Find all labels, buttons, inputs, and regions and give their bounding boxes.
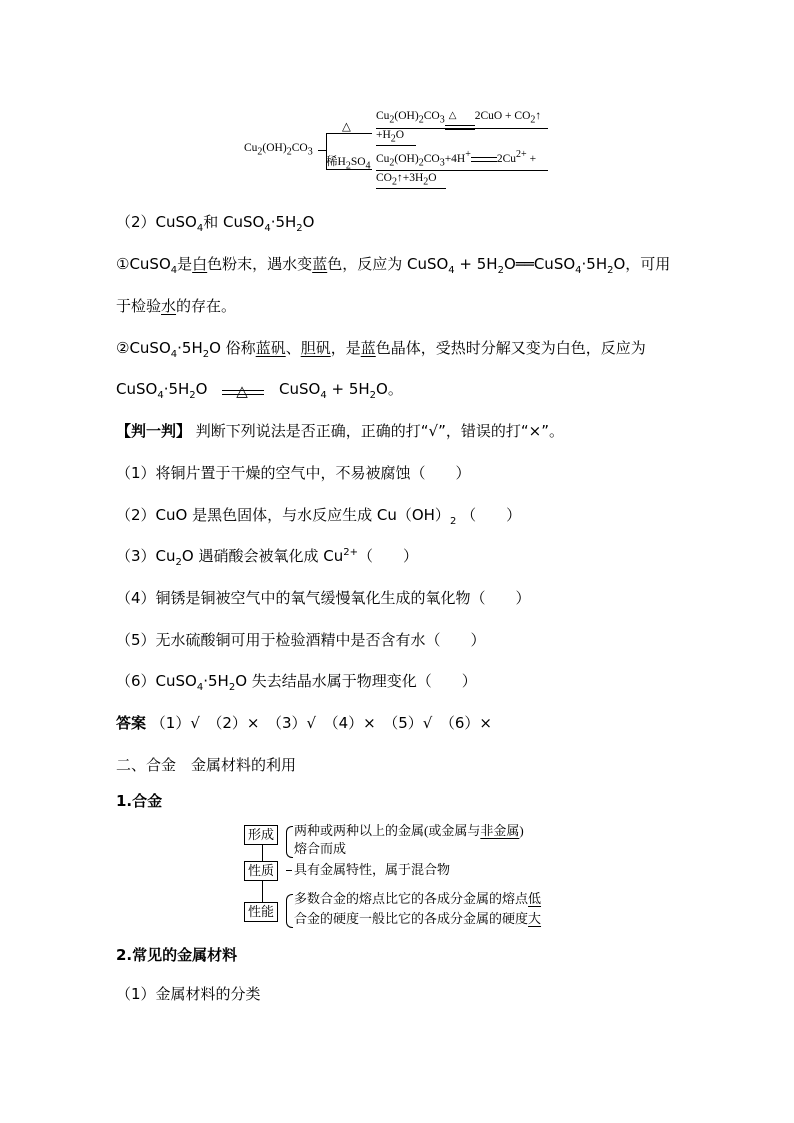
- section2-item1-line1: ①CuSO$_4$是白色粉末，遇水变蓝色，反应为 CuSO$_4$ + $5H_2O══CuSO_4\cdot 5H_2O$，可用: [116, 255, 671, 276]
- section2-item2-line1: $②CuSO_4\cdot 5H_2O$ 俗称蓝矾、胆矾，是蓝色晶体，受热时分解又变为白色，反应为: [116, 339, 646, 360]
- reaction-diagram: [240, 105, 560, 190]
- alloy-performance-line1: 多数合金的熔点比它的各成分金属的熔点低: [294, 891, 542, 906]
- alloy-property-text: 具有金属特性，属于混合物: [294, 862, 451, 877]
- alloy-box-property: 性质: [244, 861, 278, 881]
- branch1-line2: $+H_2O$: [376, 129, 405, 145]
- section2-item2-line2: $CuSO_4\cdot 5H_2O$ △ CuSO$_4$ + $5H_2O$。: [116, 380, 403, 401]
- part2-heading: 二、合金 金属材料的利用: [116, 756, 297, 774]
- alloy-performance-line2: 合金的硬度一般比它的各成分金属的硬度大: [294, 911, 542, 926]
- part2-sub2: 2.常见的金属材料: [116, 946, 238, 964]
- branch2-line1: $Cu_2(OH)_2CO_3+4H^+$ $2Cu^{2+}$ +: [376, 149, 537, 169]
- judge-q1: （1）将铜片置于干燥的空气中，不易被腐蚀（ ）: [116, 464, 471, 482]
- acid-label: 稀$H_2SO_4$: [326, 156, 371, 172]
- judge-q3: $(3)Cu_2O$ 遇硝酸会被氧化成 $Cu^{2+}$（ ）: [116, 547, 418, 568]
- judge-q2: （2）CuO 是黑色固体，与水反应生成 $Cu(OH)_2$ （ ）: [116, 506, 522, 527]
- alloy-diagram: [244, 822, 564, 932]
- part2-sub1: 1.合金: [116, 792, 163, 810]
- alloy-box-performance: 性能: [244, 902, 278, 922]
- alloy-formation-line1: 两种或两种以上的金属(或金属与非金属): [294, 823, 524, 838]
- section2-heading: （2）CuSO$_4$和 $CuSO_4\cdot 5H_2O$: [116, 213, 315, 234]
- alloy-formation-line2: 熔合而成: [294, 841, 347, 856]
- alloy-box-formation: 形成: [244, 825, 278, 845]
- section2-item1-line2: 于检验水的存在。: [116, 297, 237, 315]
- heat-symbol: △: [342, 121, 351, 133]
- judge-q5: （5）无水硫酸铜可用于检验酒精中是否含有水（ ）: [116, 631, 486, 649]
- branch1-line1: $Cu_2(OH)_2CO_3$ △ $2CuO + CO_2↑$: [376, 110, 541, 122]
- reactant-label: $Cu_2(OH)_2CO_3$: [244, 142, 313, 158]
- branch2-line2: $CO_2↑+3H_2O$: [376, 172, 437, 188]
- judge-title: 【判一判】 判断下列说法是否正确，正确的打“√”，错误的打“×”。: [116, 422, 564, 440]
- answer-line: 答案 （1）√ （2）× （3）√ （4）× （5）√ （6）×: [116, 714, 492, 732]
- judge-q6: $(6)CuSO_4\cdot 5H_2O$ 失去结晶水属于物理变化（ ）: [116, 672, 477, 693]
- part2-sub2-item1: （1）金属材料的分类: [116, 985, 261, 1003]
- judge-q4: （4）铜锈是铜被空气中的氧气缓慢氧化生成的氧化物（ ）: [116, 589, 531, 607]
